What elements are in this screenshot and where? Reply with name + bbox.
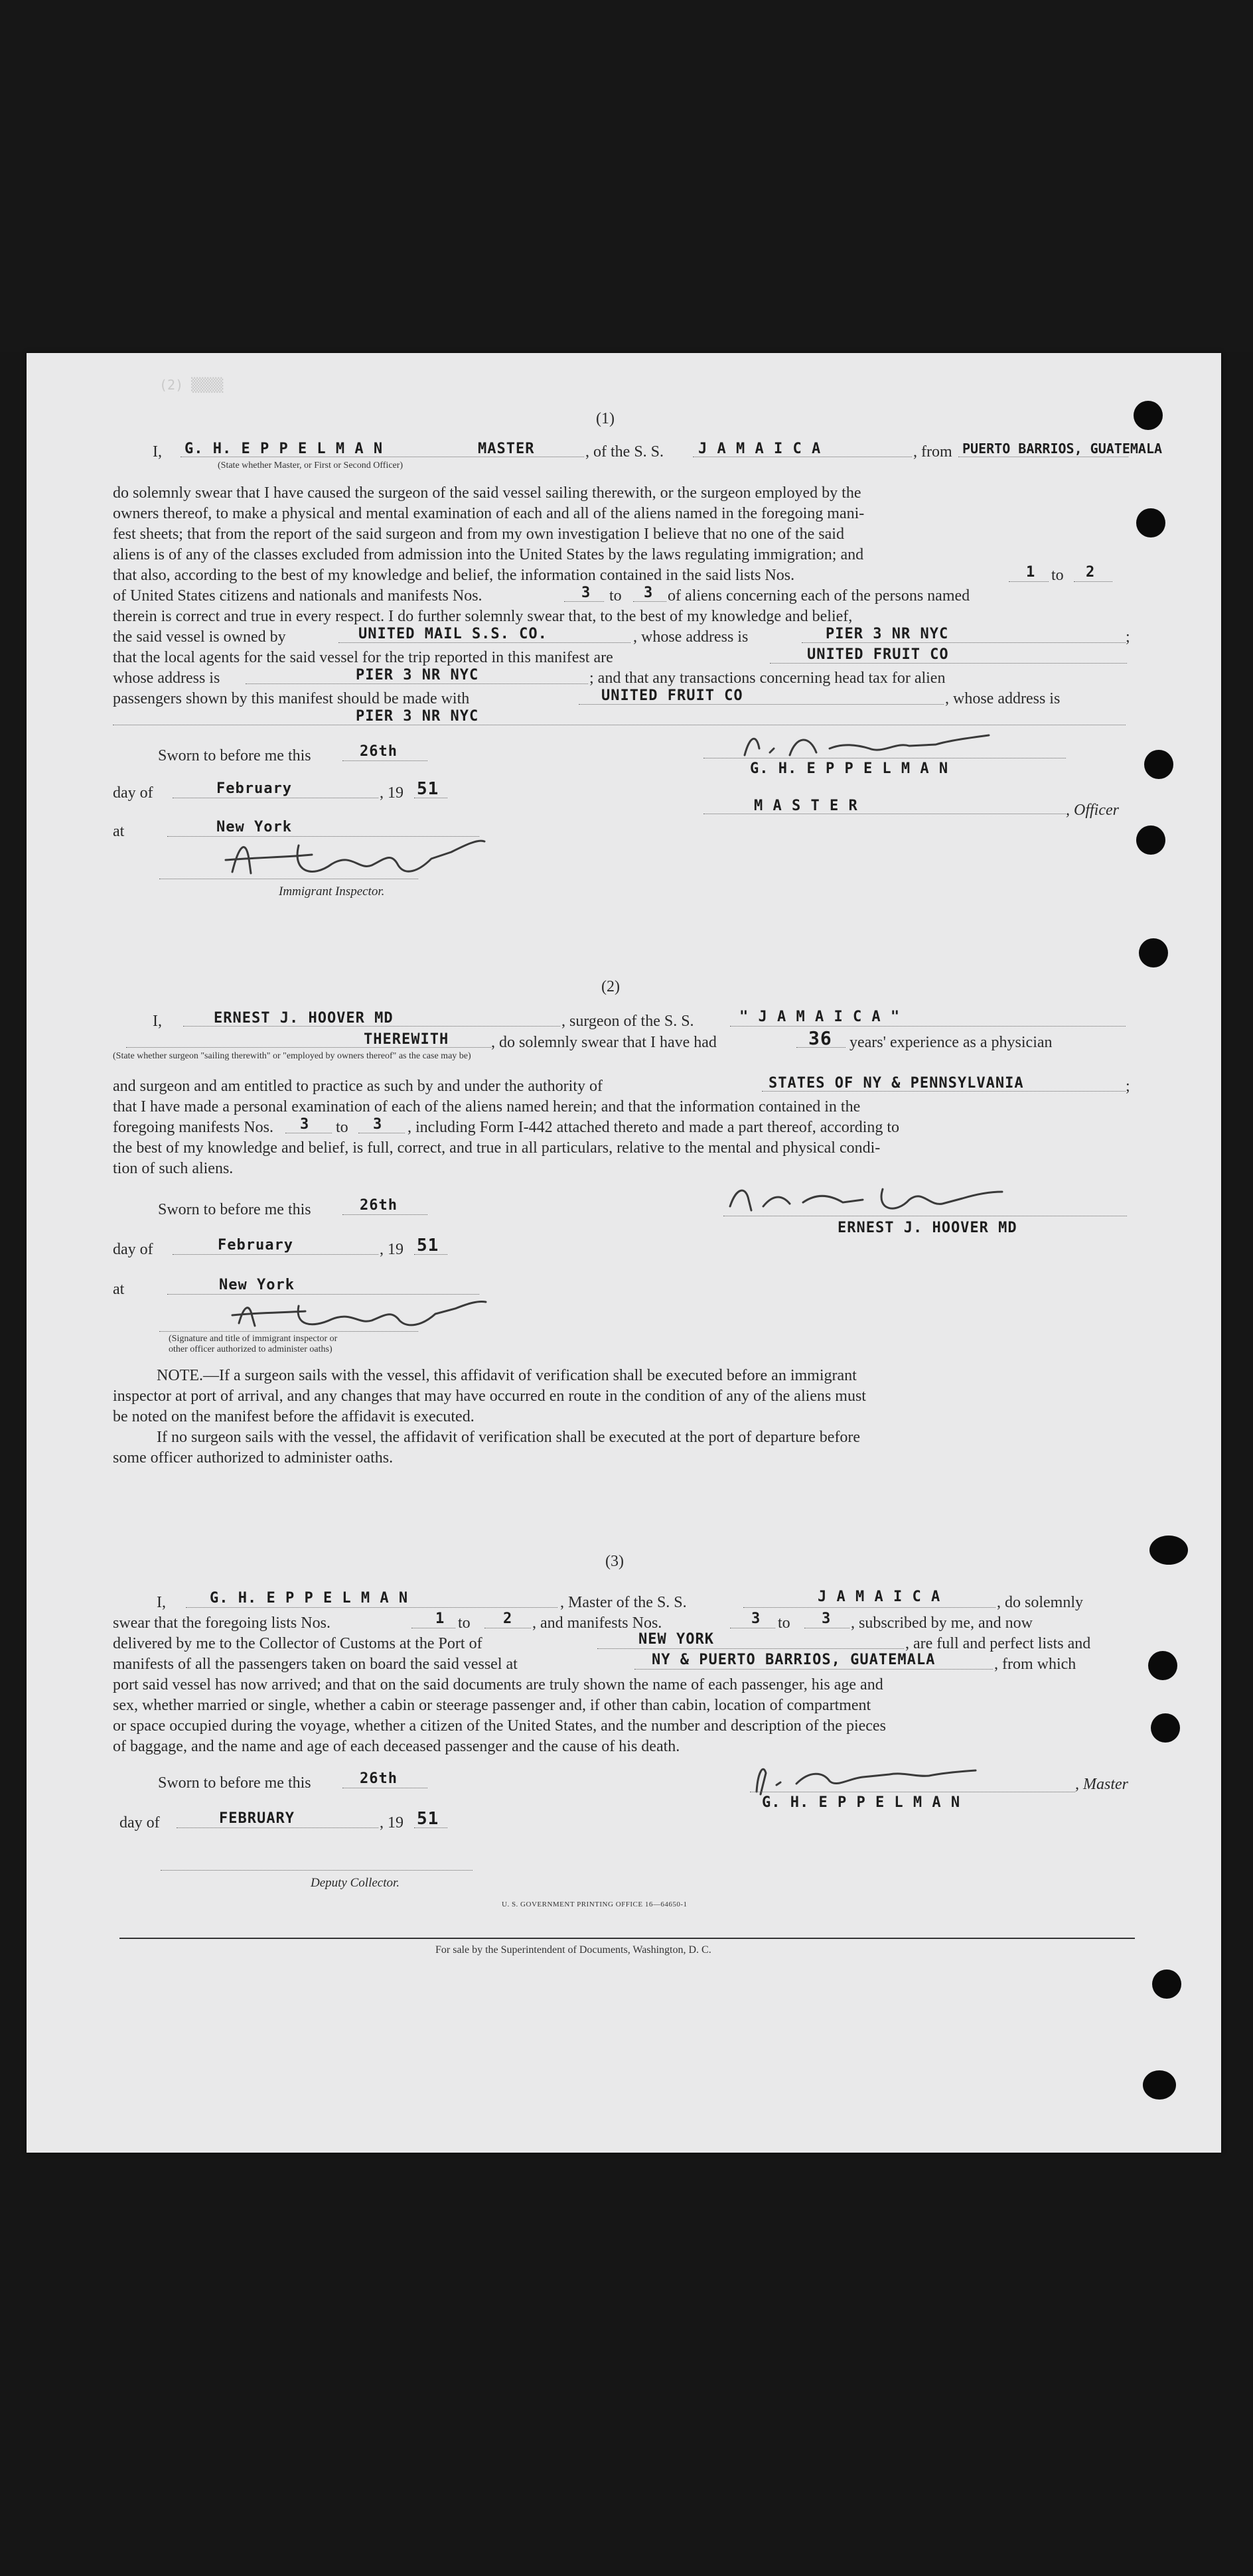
and-manifests-label: , and manifests Nos. [532, 1614, 662, 1632]
officer-rank: MASTER [478, 441, 535, 457]
binder-hole [1152, 1969, 1181, 1999]
master-caption: , Master [1075, 1776, 1128, 1793]
s3-body-3: or space occupied during the voyage, whether a citizen of the United States, and the number and description of the pieces [113, 1717, 886, 1735]
s3-body-4: of baggage, and the name and age of each deceased passenger and the cause of his death. [113, 1738, 680, 1755]
authority: STATES OF NY & PENNSYLVANIA [769, 1075, 1024, 1092]
s1-line5: that also, according to the best of my knowledge and belief, the information contained in the said lists Nos. [113, 567, 795, 584]
of-ss-label: , of the S. S. [585, 443, 664, 461]
year-suffix: 51 [417, 1236, 439, 1255]
manifest-page [27, 353, 1221, 2153]
surgeon-name: ERNEST J. HOOVER MD [214, 1010, 394, 1027]
year-prefix: , 19 [380, 1814, 404, 1831]
including-text: , including Form I-442 attached thereto and made a part thereof, according to [407, 1119, 900, 1136]
whose-address-label: , whose address is [633, 628, 749, 646]
binder-hole [1136, 825, 1165, 855]
boarded-at: NY & PUERTO BARRIOS, GUATEMALA [652, 1652, 936, 1668]
s1-line7: therein is correct and true in every respect. I do further solemnly swear that, to the best of my knowledge and belief, [113, 608, 853, 625]
signed-rank: M A S T E R [754, 798, 858, 814]
opening-i: I, [153, 443, 162, 461]
lists-to: 2 [503, 1610, 513, 1627]
sailing-status: THEREWITH [364, 1031, 449, 1048]
collector-caption: Deputy Collector. [311, 1876, 400, 1890]
to-word: to [778, 1614, 790, 1632]
officer-caption-1: (Signature and title of immigrant inspector or [169, 1334, 338, 1344]
from-label: , from [913, 443, 952, 461]
sworn-month: February [216, 780, 292, 797]
full-lists-text: , are full and perfect lists and [905, 1635, 1091, 1652]
s3-body-2: sex, whether married or single, whether a cabin or steerage passenger and, if other than cabin, location of compartment [113, 1697, 871, 1714]
surgeon-vessel: " J A M A I C A " [739, 1009, 901, 1025]
owner: UNITED MAIL S.S. CO. [358, 626, 548, 642]
faded-bleedthrough: (2) ▒▒▒▒ [159, 377, 224, 393]
manifests-from: 3 [581, 585, 591, 601]
lists-from: 1 [435, 1610, 445, 1627]
sworn-day: 26th [360, 743, 398, 760]
surgeon-caption: (State whether surgeon "sailing therewith" or "employed by owners thereof" as the case may be) [113, 1051, 471, 1061]
to-word: to [458, 1614, 471, 1632]
section-2-number: (2) [601, 978, 620, 995]
master-signature [743, 1758, 1009, 1798]
scan-background [0, 0, 1253, 352]
day-of-label: day of [119, 1814, 160, 1831]
sworn-month: FEBRUARY [219, 1810, 295, 1827]
port: NEW YORK [638, 1631, 714, 1648]
to-word: to [1051, 567, 1064, 584]
footer-rule [119, 1938, 1135, 1939]
authority-text: and surgeon and am entitled to practice as such by and under the authority of [113, 1078, 603, 1095]
inspector-caption: Immigrant Inspector. [279, 885, 385, 898]
sworn-month: February [218, 1237, 293, 1253]
binder-hole [1136, 508, 1165, 537]
binder-hole [1149, 1536, 1188, 1565]
subscribed-text: , subscribed by me, and now [851, 1614, 1033, 1632]
vessel-name: J A M A I C A [698, 441, 822, 457]
note-line-4: If no surgeon sails with the vessel, the affidavit of verification shall be executed at the port of departure before [157, 1429, 861, 1446]
s1-line6b: of aliens concerning each of the persons named [668, 587, 970, 605]
officer-caption: , Officer [1066, 802, 1119, 819]
manifests-to: 3 [822, 1610, 832, 1627]
semicolon: ; [1126, 628, 1130, 646]
opening-i: I, [157, 1594, 166, 1611]
s1-line2: owners thereof, to make a physical and mental examination of each and all of the aliens named in the foregoing mani- [113, 505, 865, 522]
belief-line-2: tion of such aliens. [113, 1160, 234, 1177]
belief-line: the best of my knowledge and belief, is full, correct, and true in all particulars, relative to the mental and physical condi- [113, 1139, 881, 1157]
passengers-label: passengers shown by this manifest should be made with [113, 690, 470, 707]
year-suffix: 51 [417, 779, 439, 799]
to-word: to [609, 587, 622, 605]
swear-text: , do solemnly swear that I have had [491, 1034, 717, 1051]
foregoing-label: foregoing manifests Nos. [113, 1119, 273, 1136]
binder-hole [1151, 1713, 1180, 1743]
manifests-to: 3 [373, 1116, 383, 1133]
s1-line4: aliens is of any of the classes excluded from admission into the United States by the laws regulating immigration; and [113, 546, 864, 563]
solemnly-label: , do solemnly [997, 1594, 1083, 1611]
sworn-place: New York [216, 819, 292, 835]
sworn-place: New York [219, 1277, 295, 1293]
master-of-label: , Master of the S. S. [560, 1594, 687, 1611]
years-experience: 36 [808, 1027, 832, 1049]
inspector-signature [219, 832, 498, 885]
s1-line3: fest sheets; that from the report of the said surgeon and from my own investigation I believe that no one of the said [113, 526, 844, 543]
sworn-day: 26th [360, 1197, 398, 1214]
owned-by-label: the said vessel is owned by [113, 628, 286, 646]
whose-address-label-2: , whose address is [945, 690, 1061, 707]
lists-from: 1 [1026, 564, 1036, 581]
year-suffix: 51 [417, 1809, 439, 1829]
sworn-label: Sworn to before me this [158, 747, 311, 764]
swear-lists-label: swear that the foregoing lists Nos. [113, 1614, 331, 1632]
manifests-from: 3 [751, 1610, 761, 1627]
sworn-label: Sworn to before me this [158, 1774, 311, 1792]
at-label: at [113, 1281, 125, 1298]
whose-address-label: whose address is [113, 670, 220, 687]
from-which-text: , from which [994, 1656, 1076, 1673]
surgeon-signature [717, 1180, 1009, 1220]
signed-name: G. H. E P P E L M A N [750, 760, 949, 777]
manifests-of-text: manifests of all the passengers taken on board the said vessel at [113, 1656, 518, 1673]
agents-address: PIER 3 NR NYC [356, 667, 479, 683]
port-from: PUERTO BARRIOS, GUATEMALA [962, 441, 1163, 457]
s1-line6: of United States citizens and nationals and manifests Nos. [113, 587, 482, 605]
head-tax-party: UNITED FRUIT CO [601, 687, 743, 704]
surgeon-of-label: , surgeon of the S. S. [561, 1013, 694, 1030]
section-1-number: (1) [596, 410, 615, 427]
year-prefix: , 19 [380, 1241, 404, 1258]
officer-caption-2: other officer authorized to administer oaths) [169, 1344, 332, 1354]
note-line-3: be noted on the manifest before the affidavit is executed. [113, 1408, 475, 1425]
opening-i: I, [153, 1013, 162, 1030]
day-of-label: day of [113, 784, 153, 802]
binder-hole [1134, 401, 1163, 430]
note-line-1: NOTE.—If a surgeon sails with the vessel, this affidavit of verification shall be executed before an immigrant [157, 1367, 857, 1384]
binder-hole [1144, 750, 1173, 779]
binder-hole [1143, 2070, 1176, 2100]
officer-signature [226, 1294, 491, 1334]
delivered-text: delivered by me to the Collector of Customs at the Port of [113, 1635, 482, 1652]
master-signed-name: G. H. E P P E L M A N [762, 1794, 961, 1811]
year-prefix: , 19 [380, 784, 404, 802]
semicolon: ; [1126, 1078, 1130, 1095]
rank-caption: (State whether Master, or First or Second Officer) [218, 461, 404, 470]
master-name: G. H. E P P E L M A N [210, 1590, 409, 1607]
manifests-from: 3 [300, 1116, 310, 1133]
section-3-number: (3) [605, 1553, 624, 1570]
day-of-label: day of [113, 1241, 153, 1258]
binder-hole [1139, 938, 1168, 967]
s1-line1: do solemnly swear that I have caused the surgeon of the said vessel sailing therewith, or the surgeon employed by the [113, 484, 861, 502]
vessel-name: J A M A I C A [818, 1589, 941, 1605]
binder-hole [1148, 1651, 1177, 1680]
transactions-text: ; and that any transactions concerning head tax for alien [589, 670, 946, 687]
to-word: to [336, 1119, 348, 1136]
footer-text: For sale by the Superintendent of Documents, Washington, D. C. [435, 1944, 711, 1956]
agents-label: that the local agents for the said vessel for the trip reported in this manifest are [113, 649, 613, 666]
surgeon-signed-name: ERNEST J. HOOVER MD [838, 1220, 1017, 1236]
note-line-2: inspector at port of arrival, and any changes that may have occurred en route in the condition of any of the aliens must [113, 1388, 866, 1405]
gpo-imprint: U. S. GOVERNMENT PRINTING OFFICE 16—64650-1 [502, 1900, 688, 1908]
head-tax-address: PIER 3 NR NYC [356, 708, 479, 725]
sworn-day: 26th [360, 1770, 398, 1787]
at-label: at [113, 823, 125, 840]
note-line-5: some officer authorized to administer oaths. [113, 1449, 394, 1467]
owner-address: PIER 3 NR NYC [826, 626, 949, 642]
years-text: years' experience as a physician [849, 1034, 1053, 1051]
manifests-to: 3 [644, 585, 654, 601]
s3-body-1: port said vessel has now arrived; and that on the said documents are truly shown the name of each passenger, his age and [113, 1676, 883, 1693]
agents: UNITED FRUIT CO [807, 646, 949, 663]
officer-name: G. H. E P P E L M A N [184, 441, 384, 457]
lists-to: 2 [1086, 564, 1096, 581]
sworn-label: Sworn to before me this [158, 1201, 311, 1218]
exam-line: that I have made a personal examination of each of the aliens named herein; and that the information contained in the [113, 1098, 861, 1115]
